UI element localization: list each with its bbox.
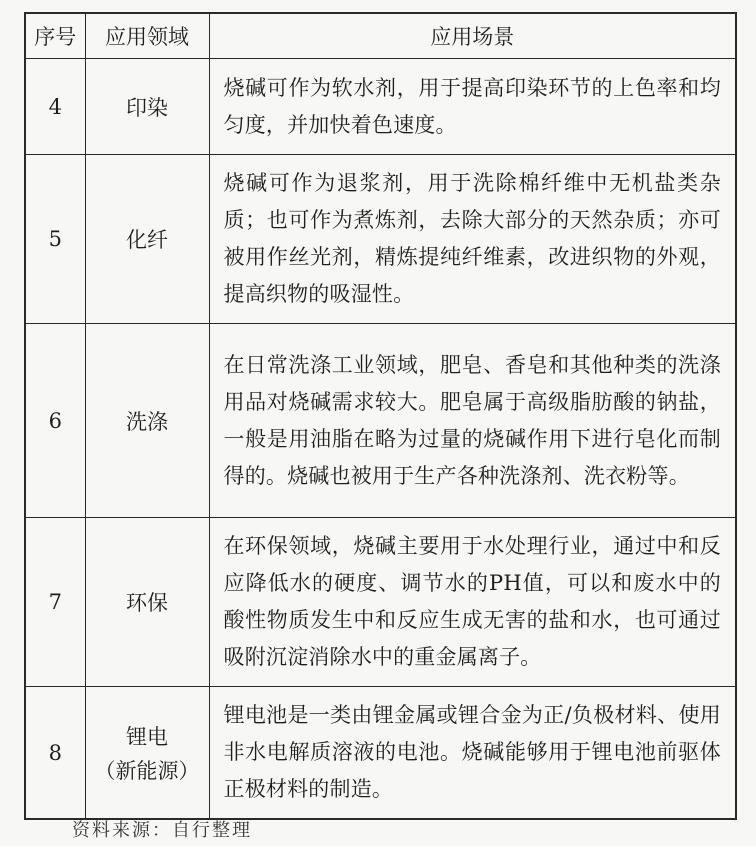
source-note: 资料来源：自行整理 <box>72 820 252 841</box>
row-field-sublabel: （新能源） <box>94 758 200 783</box>
row-number: 4 <box>25 59 85 155</box>
row-field <box>85 687 209 820</box>
row-scene: 烧碱可作为软水剂，用于提高印染环节的上色率和均匀度，并加快着色速度。 <box>209 59 736 155</box>
header-scene: 应用场景 <box>209 13 736 59</box>
row-field <box>85 155 209 324</box>
row-number: 7 <box>25 518 85 687</box>
row-scene: 在环保领域，烧碱主要用于水处理行业，通过中和反应降低水的硬度、调节水的PH值，可以和废水中的酸性物质发生中和反应生成无害的盐和水，也可通过吸附沉淀消除水中的重金属离子。 <box>209 518 736 687</box>
row-number: 5 <box>25 155 85 324</box>
row-scene: 在日常洗涤工业领域，肥皂、香皂和其他种类的洗涤用品对烧碱需求较大。肥皂属于高级脂肪酸的钠盐，一般是用油脂在略为过量的烧碱作用下进行皂化而制得的。烧碱也被用于生产各种洗涤剂、洗衣粉等。 <box>209 324 736 518</box>
table-row <box>25 518 736 687</box>
row-field-label: 印染 <box>126 95 168 120</box>
table-row <box>25 59 736 155</box>
header-field: 应用领域 <box>85 13 209 59</box>
header-number: 序号 <box>25 13 85 59</box>
row-scene: 锂电池是一类由锂金属或锂合金为正/负极材料、使用非水电解质溶液的电池。烧碱能够用于锂电池前驱体正极材料的制造。 <box>209 687 736 820</box>
table-row <box>25 324 736 518</box>
row-field-label: 洗涤 <box>126 409 168 434</box>
table-row <box>25 155 736 324</box>
row-field-label: 化纤 <box>126 228 168 252</box>
row-field-label: 锂电 <box>126 724 168 749</box>
table-row <box>25 687 736 820</box>
row-field <box>85 324 209 518</box>
caustic-soda-application-table <box>24 12 737 820</box>
row-number: 8 <box>25 687 85 820</box>
header-row <box>25 13 736 59</box>
row-field <box>85 518 209 687</box>
row-field <box>85 59 209 155</box>
row-number: 6 <box>25 324 85 518</box>
row-field-label: 环保 <box>126 591 168 615</box>
row-scene: 烧碱可作为退浆剂，用于洗除棉纤维中无机盐类杂质；也可作为煮炼剂，去除大部分的天然杂质；亦可被用作丝光剂，精炼提纯纤维素，改进织物的外观，提高织物的吸湿性。 <box>209 155 736 324</box>
